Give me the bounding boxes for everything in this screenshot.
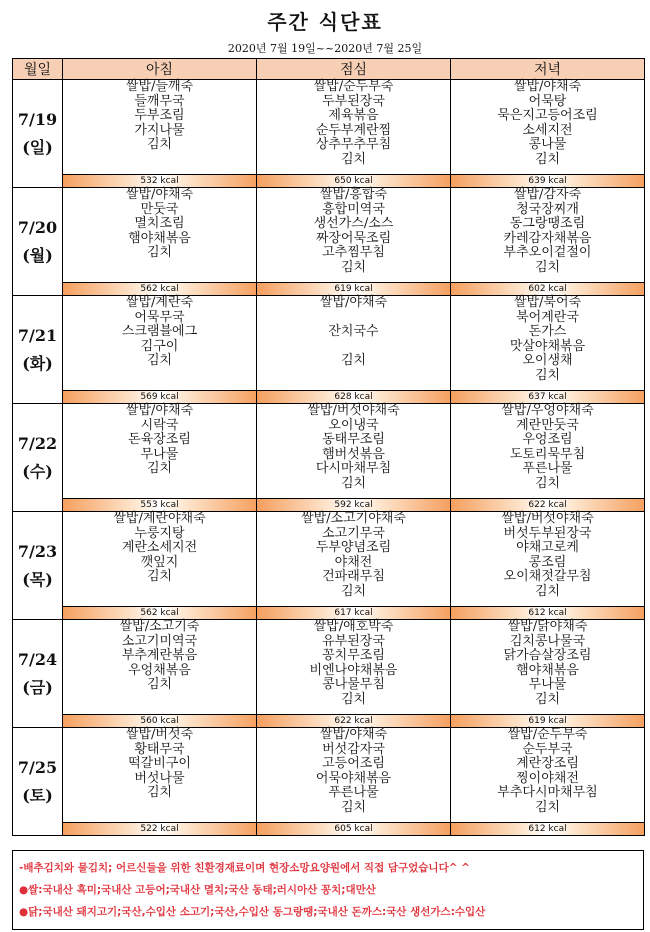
dinner-menu-cell	[451, 80, 645, 175]
day-row	[13, 296, 645, 391]
menu-item: 시락국	[140, 417, 179, 433]
menu-item: 햄버섯볶음	[322, 446, 385, 462]
menu-item: 버섯감자국	[322, 741, 385, 757]
menu-item: 김치	[340, 475, 367, 491]
menu-item: 우엉조림	[522, 432, 573, 447]
menu-item: 가지나물	[134, 122, 185, 138]
day-date-cell	[13, 404, 63, 512]
day-row	[13, 728, 645, 823]
menu-item: 부추오이겉절이	[503, 245, 592, 260]
page-title: 주간 식단표	[267, 10, 383, 34]
menu-body	[13, 80, 645, 836]
day-weekday: (금)	[22, 677, 53, 697]
header-dinner: 저녁	[451, 59, 645, 80]
menu-item: 어묵탕	[528, 93, 567, 109]
day-date: 7/23	[17, 541, 58, 561]
menu-item: 김치	[146, 461, 173, 476]
day-weekday: (토)	[22, 785, 53, 805]
lunch-menu-cell	[257, 728, 451, 823]
note-origin-2: ●닭;국내산 돼지고기;국산,수입산 소고기;국산,수입산 동그랑땡;국내산 돈까스:국산 생선가스:수입산	[19, 906, 486, 918]
day-date-cell	[13, 188, 63, 296]
menu-item: 김치콩나물국	[509, 633, 586, 649]
kcal-row	[13, 283, 645, 296]
header-lunch: 점심	[257, 59, 451, 80]
note-kimchi: -배추김치와 물김치; 어르신들을 위한 친환경재료이며 현장소망요양원에서 직접 담구었습니다^ ^	[19, 862, 470, 874]
menu-item: 김치	[340, 353, 367, 368]
menu-item: 쌀밥/흥합죽	[319, 187, 388, 202]
menu-item: 쌀밥/소고기죽	[119, 619, 200, 634]
menu-item: 햄야채볶음	[128, 230, 191, 246]
dinner-kcal: 619 kcal	[451, 715, 645, 728]
day-date: 7/25	[17, 757, 58, 777]
breakfast-kcal: 522 kcal	[63, 823, 257, 836]
day-date: 7/22	[17, 433, 58, 453]
menu-item: 동그랑땡조림	[509, 216, 586, 231]
menu-item: 푸른나물	[522, 461, 573, 476]
menu-item: 생선가스/소스	[313, 216, 394, 231]
menu-item: 유부된장국	[322, 633, 385, 649]
menu-item: 부추계란볶음	[121, 648, 198, 663]
menu-item: 김치	[146, 137, 173, 152]
menu-item: 김치	[534, 799, 561, 815]
menu-item: 북어계란국	[516, 309, 579, 325]
menu-item: 카레감자채볶음	[503, 230, 592, 246]
lunch-menu-cell	[257, 404, 451, 499]
dinner-menu-cell	[451, 296, 645, 391]
menu-item: 김치	[340, 151, 367, 167]
breakfast-kcal: 562 kcal	[63, 607, 257, 620]
lunch-kcal: 592 kcal	[257, 499, 451, 512]
menu-item: 김치	[534, 367, 561, 383]
kcal-row	[13, 391, 645, 404]
header-row	[13, 59, 645, 80]
menu-item: 다시마채무침	[315, 461, 392, 476]
menu-item: 소고기무국	[322, 525, 385, 541]
day-date: 7/20	[17, 217, 58, 237]
menu-item: 쌀밥/우엉야채죽	[501, 403, 594, 418]
menu-item: 콩나물	[528, 137, 567, 152]
menu-item: 우엉채볶음	[128, 662, 191, 678]
dinner-kcal: 602 kcal	[451, 283, 645, 296]
menu-item: 상추무추무침	[315, 137, 392, 152]
notes-box	[12, 850, 644, 930]
breakfast-kcal: 553 kcal	[63, 499, 257, 512]
menu-item: 야채전	[334, 554, 373, 570]
note-origin-1: ●쌀:국내산 흑미;국내산 고등어;국내산 멸치;국산 동태;러시아산 꽁치;대만산	[19, 884, 376, 896]
menu-item: 김치	[146, 677, 173, 692]
header-breakfast: 아침	[63, 59, 257, 80]
dinner-menu-cell	[451, 188, 645, 283]
lunch-menu-cell	[257, 512, 451, 607]
lunch-kcal: 617 kcal	[257, 607, 451, 620]
menu-item: 쌀밥/순두부죽	[313, 79, 394, 94]
day-date-cell	[13, 512, 63, 620]
menu-item: 오이냉국	[328, 417, 379, 433]
day-date-cell	[13, 80, 63, 188]
dinner-menu-cell	[451, 404, 645, 499]
menu-item: 누룽지탕	[134, 525, 185, 541]
menu-item: 무나물	[140, 446, 179, 462]
menu-item: 들깨무국	[134, 93, 185, 109]
breakfast-menu-cell	[63, 404, 257, 499]
day-date: 7/24	[17, 649, 58, 669]
day-row	[13, 80, 645, 175]
dinner-kcal: 612 kcal	[451, 607, 645, 620]
menu-item: 고추찜무침	[322, 245, 385, 260]
menu-item: 김치	[340, 799, 367, 815]
menu-item: 김치	[534, 691, 561, 707]
menu-item: 오이생채	[522, 353, 573, 368]
day-date-cell	[13, 296, 63, 404]
menu-item: 쌀밥/야채죽	[125, 187, 194, 202]
menu-item: 김치	[534, 475, 561, 491]
breakfast-menu-cell	[63, 620, 257, 715]
menu-item: 햄야채볶음	[516, 662, 579, 678]
dinner-menu-cell	[451, 728, 645, 823]
menu-period: 2020년 7월 19일~~2020년 7월 25일	[227, 42, 423, 55]
breakfast-kcal: 560 kcal	[63, 715, 257, 728]
day-date-cell	[13, 728, 63, 836]
menu-item: 두부된장국	[322, 93, 385, 109]
menu-item: 계란장조림	[516, 756, 579, 771]
menu-item: 콩조림	[528, 554, 567, 570]
day-row	[13, 188, 645, 283]
menu-item: 쌀밥/계란죽	[125, 295, 194, 310]
menu-item: 계란소세지전	[121, 540, 198, 555]
menu-item: 떡갈비구이	[128, 756, 191, 771]
lunch-menu-cell	[257, 188, 451, 283]
menu-item: 쌀밥/들깨죽	[125, 79, 194, 94]
menu-item: 쌀밥/닭야채죽	[507, 619, 588, 634]
menu-item: 순두부계란찜	[315, 122, 392, 138]
menu-item: 깻잎지	[140, 554, 179, 570]
menu-item: 쌀밥/순두부죽	[507, 727, 588, 742]
menu-item: 꽁치무조림	[322, 648, 385, 663]
menu-item: 동태무조림	[322, 432, 385, 447]
day-weekday: (화)	[22, 353, 53, 373]
day-date: 7/21	[17, 325, 58, 345]
breakfast-menu-cell	[63, 728, 257, 823]
menu-item: 맛살야채볶음	[509, 338, 586, 354]
menu-item: 쌀밥/버섯죽	[125, 727, 194, 742]
menu-item: 버섯나물	[134, 770, 185, 786]
lunch-kcal: 650 kcal	[257, 175, 451, 188]
kcal-row	[13, 715, 645, 728]
kcal-row	[13, 823, 645, 836]
menu-item: 오이채젓갈무침	[503, 569, 592, 584]
breakfast-menu-cell	[63, 188, 257, 283]
menu-item: 닭가슴살장조림	[503, 648, 592, 663]
menu-item: 스크램블에그	[121, 324, 198, 339]
kcal-row	[13, 175, 645, 188]
day-row	[13, 620, 645, 715]
menu-item: 묵은지고등어조림	[497, 108, 598, 123]
menu-item: 건파래무침	[322, 569, 385, 584]
dinner-menu-cell	[451, 620, 645, 715]
menu-item: 김치	[534, 583, 561, 599]
kcal-row	[13, 499, 645, 512]
lunch-kcal: 619 kcal	[257, 283, 451, 296]
menu-item: 어묵야채볶음	[315, 770, 392, 786]
day-weekday: (수)	[22, 461, 53, 481]
lunch-kcal: 622 kcal	[257, 715, 451, 728]
weekly-menu-table	[12, 58, 645, 836]
menu-item: 도토리묵무침	[509, 446, 586, 462]
menu-item: 잔치국수	[328, 324, 379, 339]
menu-item: 돈육장조림	[128, 432, 191, 447]
day-weekday: (월)	[22, 245, 53, 265]
menu-item: 소세지전	[522, 122, 573, 138]
menu-item: 김치	[146, 785, 173, 800]
lunch-kcal: 628 kcal	[257, 391, 451, 404]
menu-item: 청국장찌개	[516, 201, 579, 217]
menu-item: 고등어조림	[322, 756, 385, 771]
menu-item: 김치	[146, 245, 173, 260]
day-row	[13, 512, 645, 607]
menu-item: 제육볶음	[328, 108, 379, 123]
lunch-menu-cell	[257, 620, 451, 715]
menu-item: 김구이	[140, 338, 179, 354]
menu-item: 찡이야채전	[516, 770, 579, 786]
menu-item: 계란만둣국	[516, 417, 579, 433]
menu-item: 쌀밥/애호박죽	[313, 619, 394, 634]
menu-item: 쌀밥/감자죽	[513, 187, 582, 202]
menu-item: 돈가스	[528, 324, 567, 339]
breakfast-kcal: 532 kcal	[63, 175, 257, 188]
menu-item: 김치	[146, 569, 173, 584]
menu-item: 김치	[340, 583, 367, 599]
menu-item: 쌀밥/소고기야채죽	[301, 511, 406, 526]
breakfast-kcal: 562 kcal	[63, 283, 257, 296]
menu-item: 쌀밥/북어죽	[513, 295, 582, 310]
menu-item: 두부양념조림	[315, 540, 392, 555]
header-date: 월일	[13, 59, 63, 80]
menu-item: 만둣국	[140, 201, 179, 217]
menu-item: 멸치조림	[134, 216, 185, 231]
lunch-kcal: 605 kcal	[257, 823, 451, 836]
breakfast-menu-cell	[63, 296, 257, 391]
menu-item: 짜장어묵조림	[315, 230, 392, 246]
dinner-kcal: 612 kcal	[451, 823, 645, 836]
menu-item: 순두부국	[522, 741, 573, 757]
menu-item: 김치	[340, 691, 367, 707]
menu-item: 푸른나물	[328, 785, 379, 800]
breakfast-kcal: 569 kcal	[63, 391, 257, 404]
menu-item: 두부조림	[134, 108, 185, 123]
menu-item: 쌀밥/야채죽	[319, 727, 388, 742]
menu-item: 쌀밥/버섯야채죽	[501, 511, 594, 526]
menu-item	[257, 340, 450, 355]
lunch-menu-cell	[257, 296, 451, 391]
menu-item: 소고기미역국	[121, 633, 198, 649]
breakfast-menu-cell	[63, 512, 257, 607]
menu-item: 무나물	[528, 677, 567, 692]
menu-item: 황태무국	[134, 741, 185, 757]
breakfast-menu-cell	[63, 80, 257, 175]
menu-item: 쌀밥/야채죽	[513, 79, 582, 94]
day-date: 7/19	[17, 109, 58, 129]
menu-item	[257, 311, 450, 326]
lunch-menu-cell	[257, 80, 451, 175]
menu-item: 쌀밥/버섯야채죽	[307, 403, 400, 418]
menu-item: 비엔나야채볶음	[309, 662, 398, 678]
menu-item: 흥합미역국	[322, 201, 385, 217]
menu-item: 김치	[340, 259, 367, 275]
menu-item: 쌀밥/야채죽	[125, 403, 194, 418]
menu-item: 버섯두부된장국	[503, 525, 592, 541]
menu-item: 어묵무국	[134, 309, 185, 325]
dinner-kcal: 639 kcal	[451, 175, 645, 188]
menu-item: 쌀밥/계란야채죽	[113, 511, 206, 526]
day-row	[13, 404, 645, 499]
dinner-kcal: 637 kcal	[451, 391, 645, 404]
kcal-row	[13, 607, 645, 620]
menu-item: 쌀밥/야채죽	[319, 295, 388, 310]
menu-item: 김치	[534, 259, 561, 275]
dinner-kcal: 622 kcal	[451, 499, 645, 512]
menu-item: 김치	[146, 353, 173, 368]
day-weekday: (목)	[22, 569, 53, 589]
day-weekday: (일)	[22, 137, 53, 157]
menu-item: 야채고로케	[516, 540, 579, 555]
menu-item: 부추다시마채무침	[497, 785, 598, 800]
menu-item: 김치	[534, 151, 561, 167]
menu-item: 콩나물무침	[322, 677, 385, 692]
dinner-menu-cell	[451, 512, 645, 607]
day-date-cell	[13, 620, 63, 728]
